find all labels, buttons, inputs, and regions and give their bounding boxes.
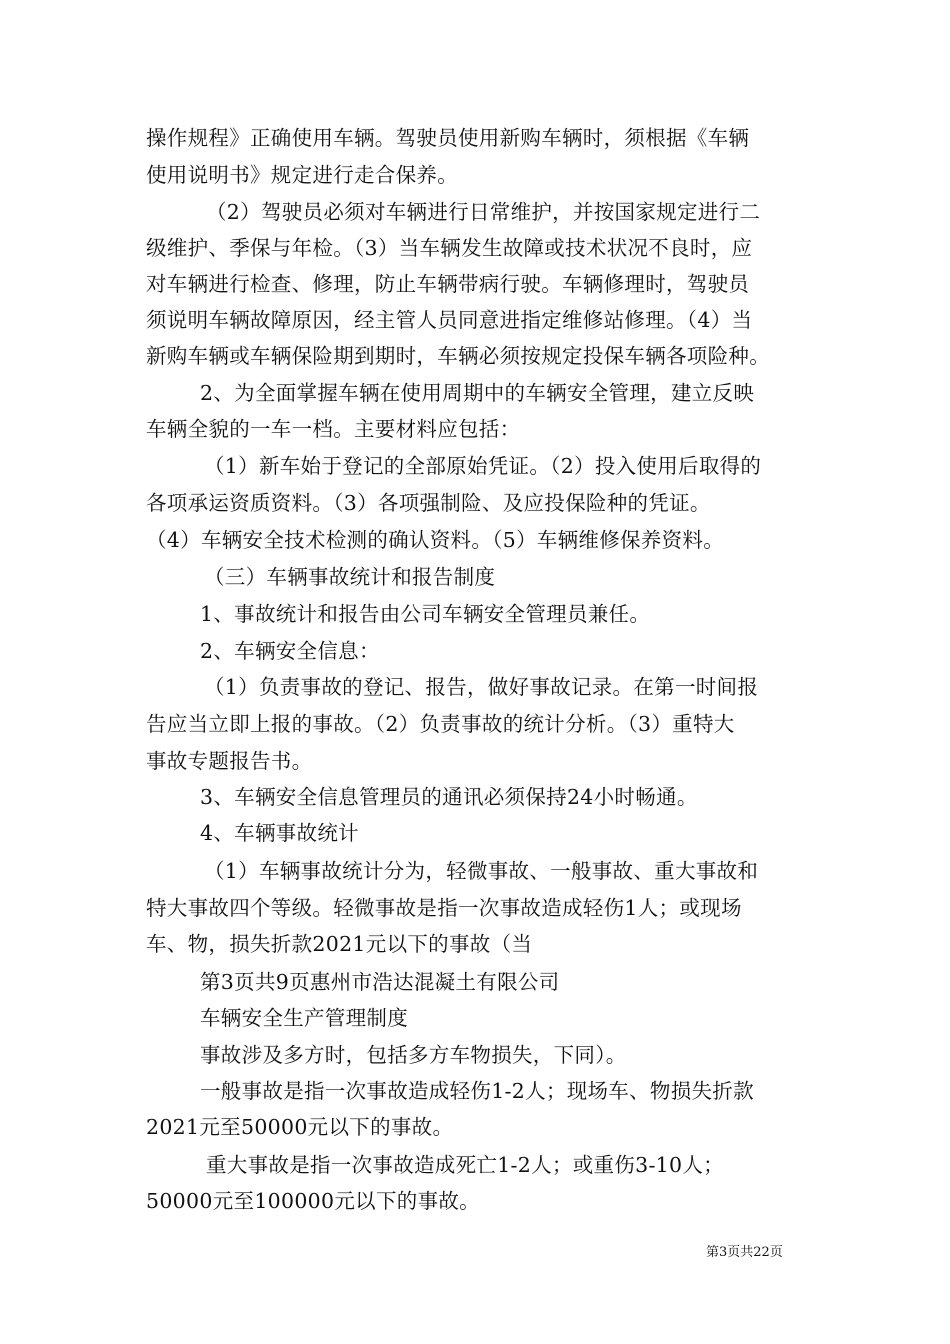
text-line-3: （2）驾驶员必须对车辆进行日常维护，并按国家规定进行二 — [206, 200, 761, 224]
text-line-21: （1）车辆事故统计分为，轻微事故、一般事故、重大事故和 — [204, 859, 759, 883]
text-line-2: 使用说明书》规定进行走合保养。 — [146, 163, 458, 187]
text-line-19: 3、车辆安全信息管理员的通讯必须保持24小时畅通。 — [200, 785, 698, 809]
text-line-25: 车辆安全生产管理制度 — [200, 1006, 408, 1030]
text-line-24: 第3页共9页惠州市浩达混凝土有限公司 — [200, 970, 560, 994]
page-number-footer: 第3页共22页 — [706, 1245, 783, 1260]
text-line-30: 50000元至100000元以下的事故。 — [146, 1189, 480, 1213]
text-line-5: 对车辆进行检查、修理，防止车辆带病行驶。车辆修理时，驾驶员 — [146, 272, 750, 296]
text-line-20: 4、车辆事故统计 — [200, 821, 359, 845]
text-line-11: 各项承运资质资料。（3）各项强制险、及应投保险种的凭证。 — [146, 491, 711, 515]
text-line-13: （三）车辆事故统计和报告制度 — [204, 565, 496, 589]
text-line-6: 须说明车辆故障原因，经主管人员同意进指定维修站修理。（4）当 — [146, 308, 753, 332]
text-line-8: 2、为全面掌握车辆在使用周期中的车辆安全管理，建立反映 — [200, 381, 755, 405]
text-line-1: 操作规程》正确使用车辆。驾驶员使用新购车辆时，须根据《车辆 — [146, 126, 750, 150]
text-line-7: 新购车辆或车辆保险期到期时，车辆必须按规定投保车辆各项险种。 — [146, 344, 770, 368]
text-line-17: 告应当立即上报的事故。（2）负责事故的统计分析。（3）重特大 — [146, 712, 735, 736]
text-line-4: 级维护、季保与年检。（3）当车辆发生故障或技术状况不良时，应 — [146, 236, 753, 260]
text-line-9: 车辆全貌的一车一档。主要材料应包括： — [146, 417, 521, 441]
text-line-16: （1）负责事故的登记、报告，做好事故记录。在第一时间报 — [204, 675, 759, 699]
text-line-27: 一般事故是指一次事故造成轻伤1-2人；现场车、物损失折款 — [200, 1079, 754, 1103]
text-line-14: 1、事故统计和报告由公司车辆安全管理员兼任。 — [200, 602, 651, 626]
text-line-22: 特大事故四个等级。轻微事故是指一次事故造成轻伤1人；或现场 — [146, 896, 742, 920]
text-line-28: 2021元至50000元以下的事故。 — [146, 1115, 454, 1139]
text-line-23: 车、物，损失折款2021元以下的事故（当 — [146, 932, 533, 956]
text-line-15: 2、车辆安全信息： — [200, 639, 380, 663]
text-line-12: （4）车辆安全技术检测的确认资料。（5）车辆维修保养资料。 — [146, 528, 725, 552]
text-line-18: 事故专题报告书。 — [146, 749, 313, 773]
text-line-10: （1）新车始于登记的全部原始凭证。（2）投入使用后取得的 — [204, 454, 762, 478]
text-line-29: 重大事故是指一次事故造成死亡1-2人；或重伤3-10人； — [206, 1153, 724, 1177]
text-line-26: 事故涉及多方时，包括多方车物损失，下同）。 — [200, 1043, 627, 1067]
